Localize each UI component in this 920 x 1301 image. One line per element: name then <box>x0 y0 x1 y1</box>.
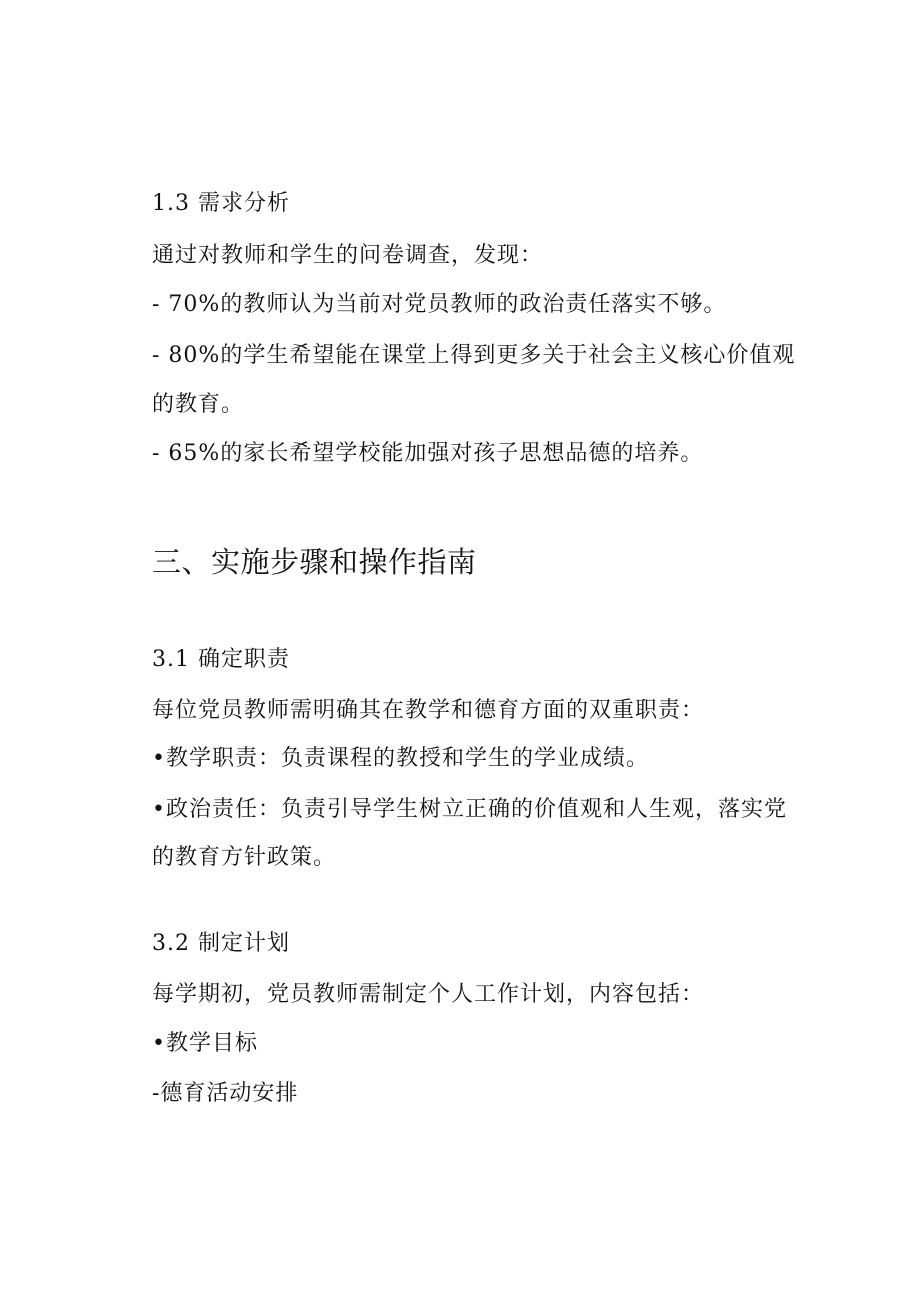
list-item: - 70%的教师认为当前对党员教师的政治责任落实不够。 <box>152 292 727 317</box>
list-item-continuation: 的教育。 <box>152 392 245 417</box>
subsection-title-3-1: 3.1 确定职责 <box>152 647 290 672</box>
paragraph-intro: 每学期初，党员教师需制定个人工作计划，内容包括： <box>152 982 705 1007</box>
list-item: •教学目标 <box>152 1031 258 1056</box>
list-item: -德育活动安排 <box>152 1081 299 1106</box>
list-item-continuation: 的教育方针政策。 <box>152 845 337 870</box>
list-item: •教学职责：负责课程的教授和学生的学业成绩。 <box>152 746 649 771</box>
paragraph-intro: 通过对教师和学生的问卷调查，发现： <box>152 243 544 268</box>
list-item: - 80%的学生希望能在课堂上得到更多关于社会主义核心价值观 <box>152 343 796 368</box>
section-heading-3: 三、实施步骤和操作指南 <box>152 545 477 579</box>
paragraph-intro: 每位党员教师需明确其在教学和德育方面的双重职责： <box>152 698 705 723</box>
subsection-title-1-3: 1.3 需求分析 <box>152 191 290 216</box>
list-item: - 65%的家长希望学校能加强对孩子思想品德的培养。 <box>152 441 704 466</box>
list-item: •政治责任：负责引导学生树立正确的价值观和人生观，落实党 <box>152 797 787 822</box>
subsection-title-3-2: 3.2 制定计划 <box>152 931 290 956</box>
